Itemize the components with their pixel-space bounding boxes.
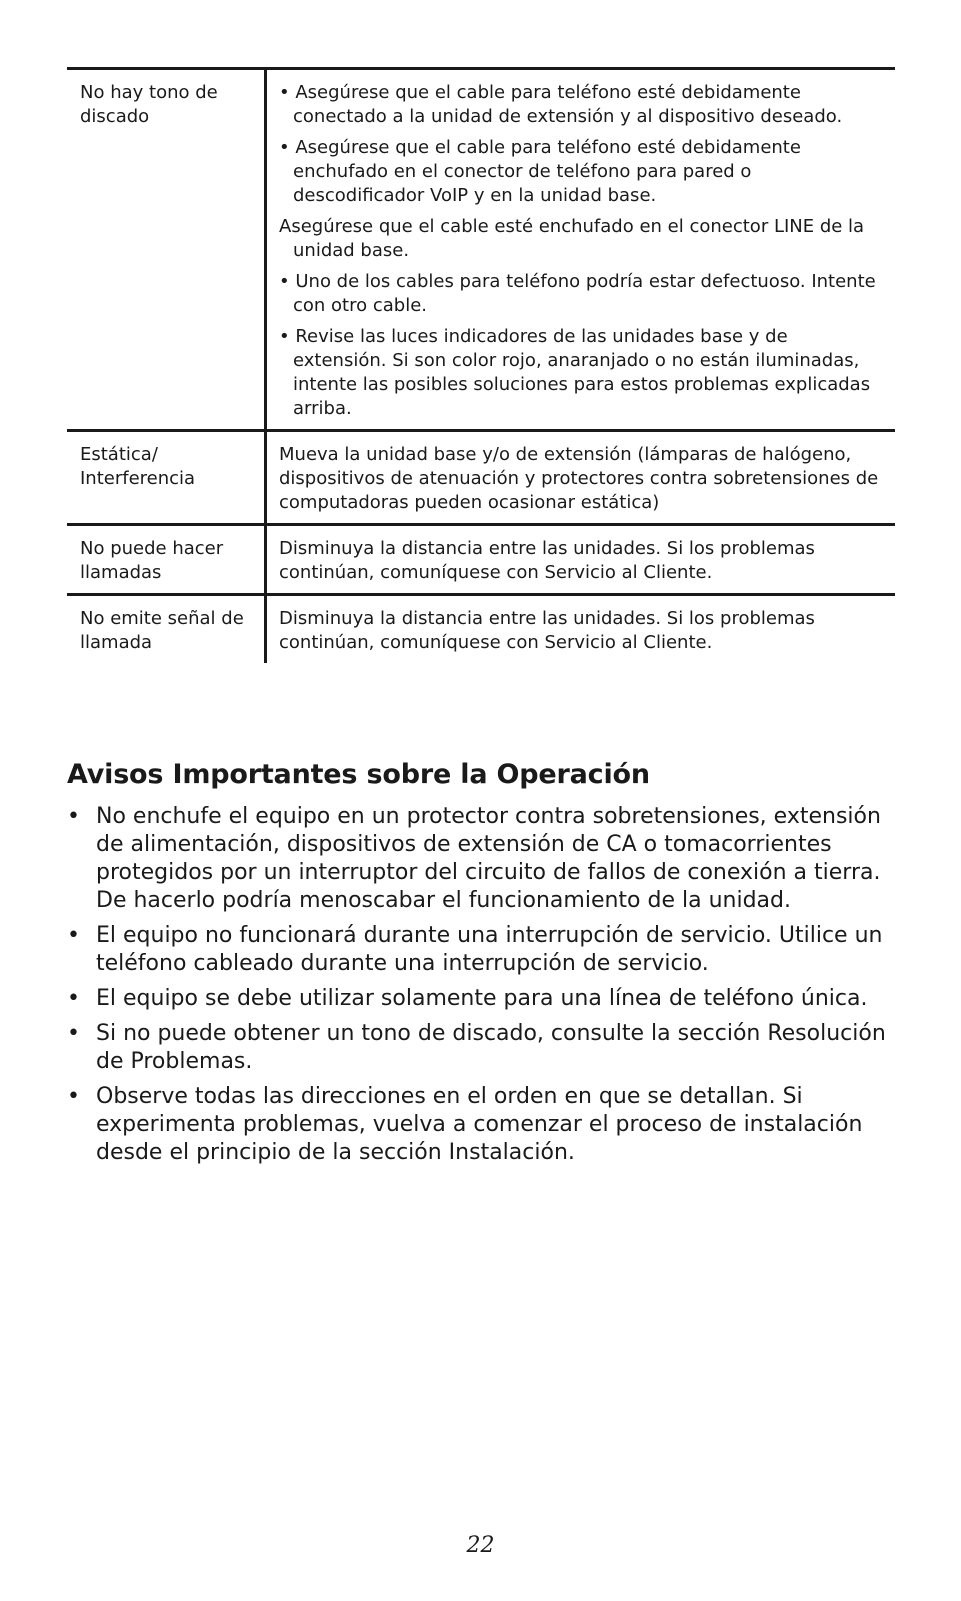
list-item [67, 803, 897, 915]
list-item [67, 1083, 897, 1167]
solution-item [279, 81, 883, 129]
notice-text: El equipo se debe utilizar solamente para una línea de teléfono única. [96, 986, 868, 1011]
bullet-mark: • [279, 82, 290, 103]
problem-cell: Estática/ Interferencia [67, 432, 267, 523]
table-row [67, 526, 895, 596]
solution-cell [267, 596, 895, 663]
bullet-mark: • [67, 923, 80, 948]
solution-text: Disminuya la distancia entre las unidades. Si los problemas continúan, comuníquese con Servicio al Cliente. [279, 608, 815, 653]
problem-cell: No emite señal de llamada [67, 596, 267, 663]
bullet-mark: • [67, 804, 80, 829]
notice-text: No enchufe el equipo en un protector contra sobretensiones, extensión de alimentación, dispositivos de extensión de CA o tomacorrientes protegidos por un interruptor del circuito de fallos de conexión a tierra. De hacerlo podría menoscabar el funcionamiento de la unidad. [96, 804, 881, 913]
table-row [67, 432, 895, 526]
table-row [67, 596, 895, 663]
troubleshooting-table [67, 67, 895, 663]
solution-cell [267, 432, 895, 523]
notice-text: El equipo no funcionará durante una interrupción de servicio. Utilice un teléfono cableado durante una interrupción de servicio. [96, 923, 883, 976]
solution-item [279, 215, 883, 263]
bullet-mark: • [67, 1021, 80, 1046]
notice-text: Si no puede obtener un tono de discado, consulte la sección Resolución de Problemas. [96, 1021, 886, 1074]
bullet-mark: • [279, 271, 290, 292]
bullet-mark: • [67, 986, 80, 1011]
solution-text: Uno de los cables para teléfono podría estar defectuoso. Intente con otro cable. [293, 271, 876, 316]
solution-text: Asegúrese que el cable para teléfono esté debidamente enchufado en el conector de teléfono para pared o descodificador VoIP y en la unidad base. [293, 137, 801, 206]
solution-item [279, 270, 883, 318]
solution-item [279, 325, 883, 421]
list-item [67, 985, 897, 1013]
problem-cell: No puede hacer llamadas [67, 526, 267, 593]
bullet-mark: • [279, 137, 290, 158]
solution-cell [267, 526, 895, 593]
solution-text: Disminuya la distancia entre las unidades. Si los problemas continúan, comuníquese con Servicio al Cliente. [279, 538, 815, 583]
table-row [67, 70, 895, 432]
bullet-mark: • [279, 326, 290, 347]
section-heading: Avisos Importantes sobre la Operación [67, 759, 650, 790]
notice-text: Observe todas las direcciones en el orden en que se detallan. Si experimenta problemas, vuelva a comenzar el proceso de instalación desde el principio de la sección Instalación. [96, 1084, 863, 1165]
solution-item [279, 136, 883, 208]
solution-cell [267, 70, 895, 429]
solution-text: Mueva la unidad base y/o de extensión (lámparas de halógeno, dispositivos de atenuación y protectores contra sobretensiones de computadoras pueden ocasionar estática) [279, 444, 879, 513]
bullet-mark: • [67, 1084, 80, 1109]
page-number: 22 [466, 1533, 495, 1558]
problem-cell: No hay tono de discado [67, 70, 267, 429]
list-item [67, 922, 897, 978]
solution-text: Asegúrese que el cable para teléfono esté debidamente conectado a la unidad de extensión y al dispositivo deseado. [293, 82, 843, 127]
solution-text: Revise las luces indicadores de las unidades base y de extensión. Si son color rojo, anaranjado o no están iluminadas, intente las posibles soluciones para estos problemas explicadas arriba. [293, 326, 871, 419]
solution-text: Asegúrese que el cable esté enchufado en el conector LINE de la unidad base. [279, 216, 865, 261]
notices-list [67, 803, 897, 1174]
list-item [67, 1020, 897, 1076]
